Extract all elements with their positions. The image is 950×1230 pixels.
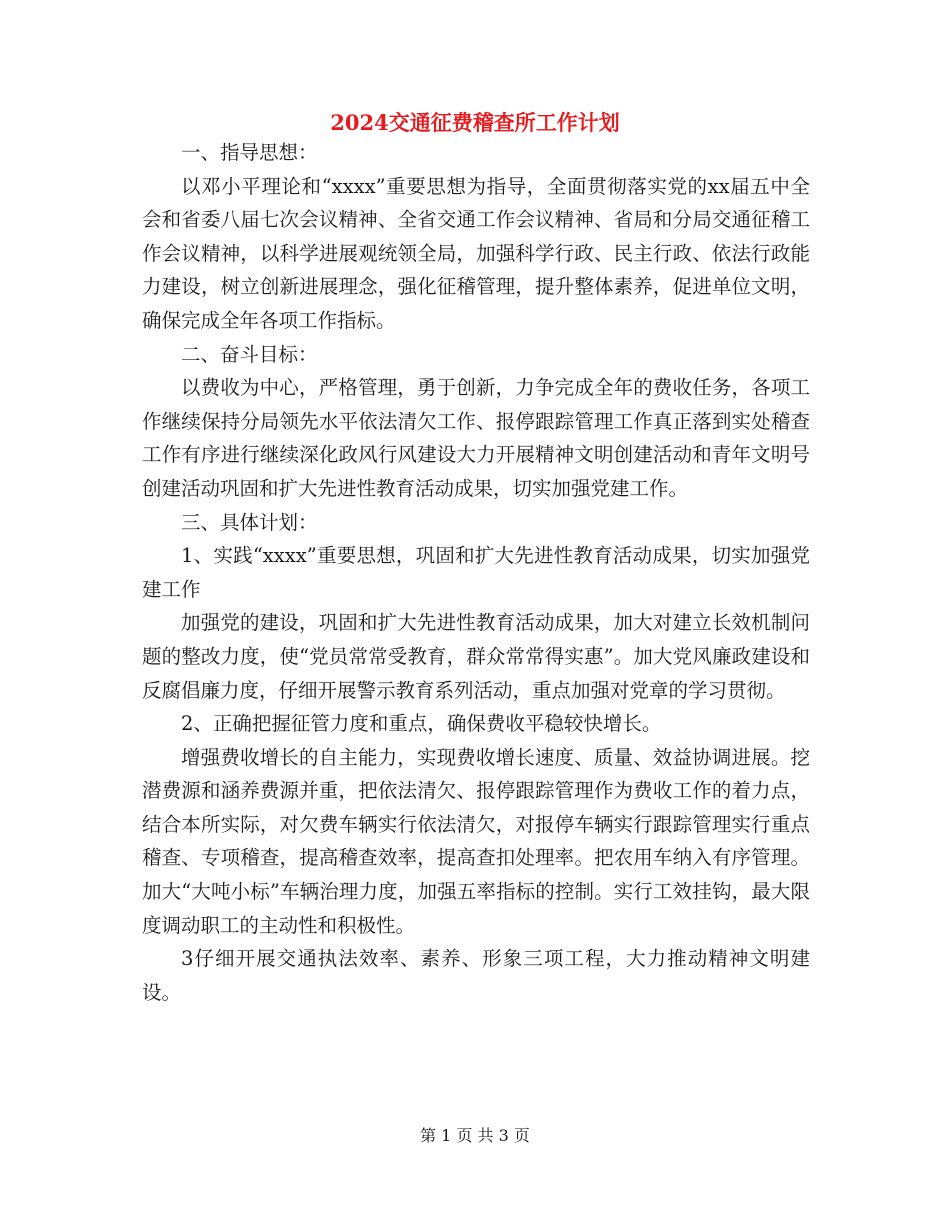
document-body [142,136,810,1009]
plan-item-3-heading: 3仔细开展交通执法效率、素养、形象三项工程，大力推动精神文明建设。 [142,947,810,1004]
heading-guiding-ideology: 一、指导思想： [181,141,318,164]
plan-item-2-heading: 2、正确把握征管力度和重点，确保费收平稳较快增长。 [181,712,662,736]
heading-specific-plan: 三、具体计划： [181,510,318,534]
paragraph-guiding-ideology: 以邓小平理论和“xxxx”重要思想为指导，全面贯彻落实党的xx届五中全会和省委八届七次会议精神、全省交通工作会议精神、省局和分局交通征稽工作会议精神，以科学进展观统领全局，加强科学行政、民主行政、依法行政能力建设，树立创新进展理念，强化征稽管理，提升整体素养，促进单位文明，确保完成全年各项工作指标。 [142,174,810,332]
paragraph-goals: 以费收为中心，严格管理，勇于创新，力争完成全年的费收任务，各项工作继续保持分局领先水平依法清欠工作、报停跟踪管理工作真正落到实处稽查工作有序进行继续深化政风行风建设大力开展精神文明创建活动和青年文明号创建活动巩固和扩大先进性教育活动成果，切实加强党建工作。 [142,376,810,500]
document-title: 2024交通征费稽查所工作计划 [330,110,620,135]
plan-item-1-heading: 1、实践“xxxx”重要思想，巩固和扩大先进性教育活动成果，切实加强党建工作 [142,544,810,601]
page-number-footer: 第 1 页 共 3 页 [420,1126,530,1145]
plan-item-2-body: 增强费收增长的自主能力，实现费收增长速度、质量、效益协调进展。挖潜费源和涵养费源并重，把依法清欠、报停跟踪管理作为费收工作的着力点，结合本所实际，对欠费车辆实行依法清欠，对报停车辆实行跟踪管理实行重点稽查、专项稽查，提高稽查效率，提高查扣处理率。把农用车纳入有序管理。加大“大吨小标”车辆治理力度，加强五率指标的控制。实行工效挂钩，最大限度调动职工的主动性和积极性。 [142,745,810,937]
heading-goals: 二、奋斗目标： [181,342,318,366]
plan-item-1-body: 加强党的建设，巩固和扩大先进性教育活动成果，加大对建立长效机制问题的整改力度，使“党员常常受教育，群众常常得实惠”。加大党风廉政建设和反腐倡廉力度，仔细开展警示教育系列活动，重点加强对党章的学习贯彻。 [142,611,810,702]
